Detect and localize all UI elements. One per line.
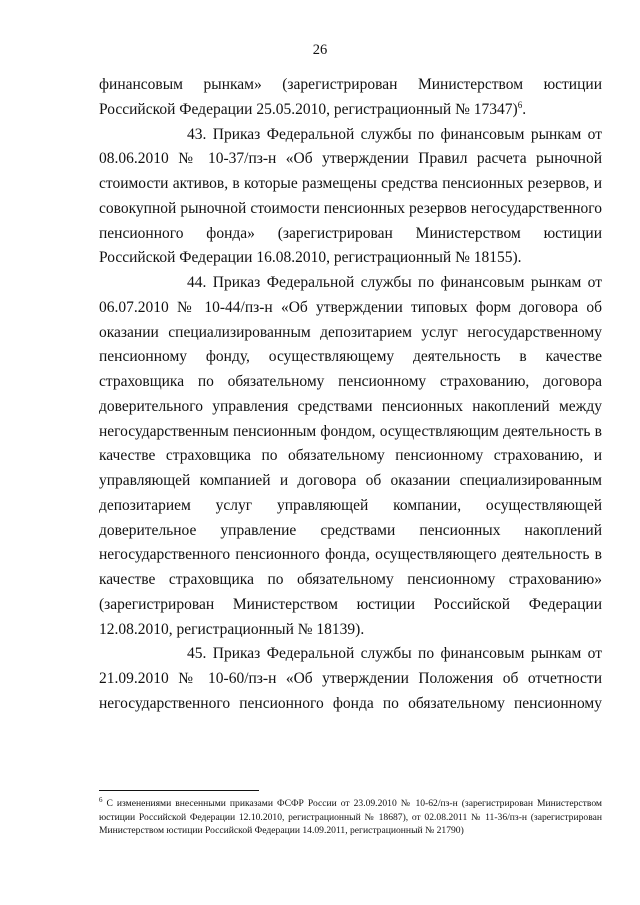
paragraph-continuation bbox=[99, 73, 602, 123]
list-item-44 bbox=[99, 271, 602, 642]
footnote-separator bbox=[99, 790, 259, 791]
footnote-text: С изменениями внесенными приказами ФСФР России от 23.09.2010 № 10-62/пз-н (зарегистрирован Министерством юстиции Российской Федерации 12.10.2010, регистрационный № 18687), от 02.08.2011 № 11-36/пз-н (зарегистрирован Министерством юстиции Российской Федерации 14.09.2011, регистрационный № 21790) bbox=[99, 798, 602, 836]
list-item-text: Приказ Федеральной службы по финансовым рынкам от 08.06.2010 № 10-37/пз-н «Об утверждении Правил расчета рыночной стоимости активов, в которые размещены средства пенсионных резервов, и совокупной рыночной стоимости пенсионных резервов негосударственного пенсионного фонда» (зарегистрирован Министерством юстиции Российской Федерации 16.08.2010, регистрационный № 18155). bbox=[99, 125, 602, 267]
document-body bbox=[99, 73, 602, 717]
list-item-text: Приказ Федеральной службы по финансовым рынкам от 21.09.2010 № 10-60/пз-н «Об утверждении Положения об отчетности негосударственного пенсионного фонда по обязательному пенсионному bbox=[99, 645, 602, 712]
list-item-43 bbox=[99, 123, 602, 272]
footnote bbox=[99, 797, 602, 838]
paragraph-text: финансовым рынкам» (зарегистрирован Министерством юстиции Российской Федерации 25.05.2010, регистрационный № 17347) bbox=[99, 76, 602, 118]
paragraph-tail: . bbox=[522, 100, 527, 118]
list-item-number: 43. bbox=[187, 125, 207, 143]
list-item-45 bbox=[99, 642, 602, 716]
footnote-marker: 6 bbox=[99, 795, 103, 804]
list-item-text: Приказ Федеральной службы по финансовым рынкам от 06.07.2010 № 10-44/пз-н «Об утверждении типовых форм договора об оказании специализированным депозитарием услуг негосударственному пенсионному фонду, осуществляющему деятельность в качестве страховщика по обязательному пенсионному страхованию, договора доверительного управления средствами пенсионных накоплений между негосударственным пенсионным фондом, осуществляющим деятельность в качестве страховщика по обязательному пенсионному страхованию, и управляющей компанией и договора об оказании специализированным депозитарием услуг управляющей компании, осуществляющей доверительное управление средствами пенсионных накоплений негосударственного пенсионного фонда, осуществляющего деятельность в качестве страховщика по обязательному пенсионному страхованию» (зарегистрирован Министерством юстиции Российской Федерации 12.08.2010, регистрационный № 18139). bbox=[99, 274, 602, 638]
footnote-reference[interactable]: 6 bbox=[517, 99, 523, 110]
list-item-number: 44. bbox=[187, 274, 207, 291]
list-item-number: 45. bbox=[187, 645, 207, 663]
page-number: 26 bbox=[312, 42, 328, 58]
